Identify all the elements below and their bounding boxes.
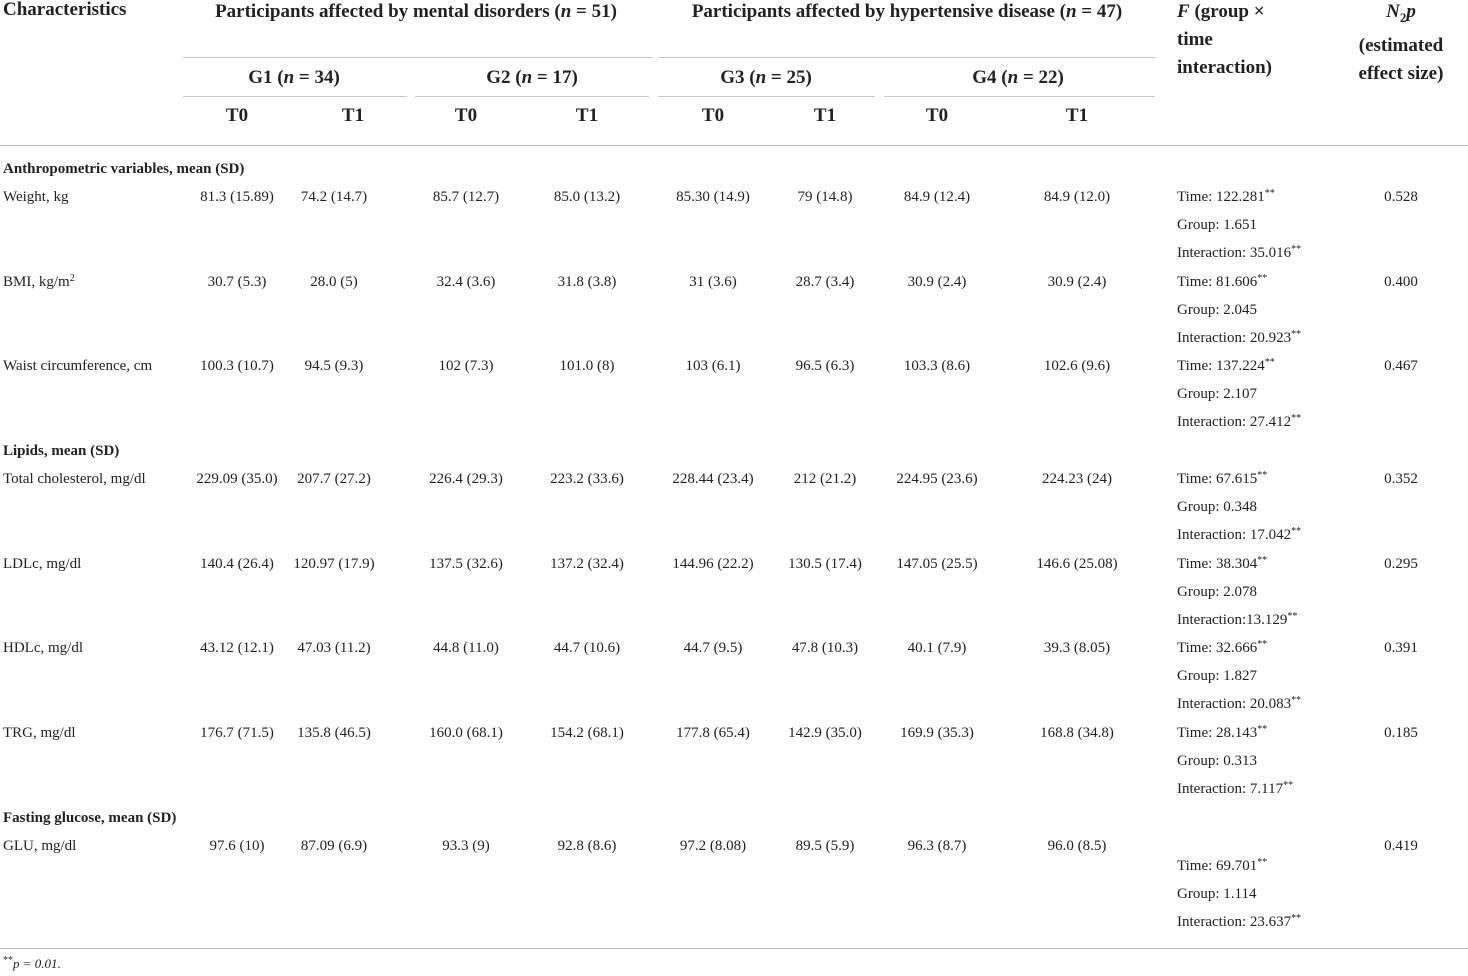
f-interaction-glu: Interaction: 23.637** bbox=[1177, 913, 1302, 930]
section-fasting-glucose: Fasting glucose, mean (SD) bbox=[3, 810, 177, 826]
header-f-statistic: F (group × time interaction) bbox=[1177, 1, 1272, 78]
cell-bmi-3: 32.4 (3.6) bbox=[436, 274, 496, 290]
significance-marker: ** bbox=[1257, 555, 1268, 566]
significance-marker: ** bbox=[1291, 526, 1302, 537]
f-interaction-ldlc: Interaction:13.129** bbox=[1177, 611, 1298, 628]
cell-waist-7: 103.3 (8.6) bbox=[903, 358, 971, 374]
significance-marker: ** bbox=[1291, 329, 1302, 340]
f-time-waist: Time: 137.224** bbox=[1177, 357, 1275, 374]
cell-glu-4: 92.8 (8.6) bbox=[557, 838, 617, 854]
cell-ldlc-5: 144.96 (22.2) bbox=[672, 556, 754, 572]
cell-total-cholesterol-6: 212 (21.2) bbox=[793, 471, 857, 487]
section-lipids: Lipids, mean (SD) bbox=[3, 443, 120, 459]
cell-total-cholesterol-1: 229.09 (35.0) bbox=[196, 471, 278, 487]
significance-marker: ** bbox=[1264, 188, 1275, 199]
cell-waist-1: 100.3 (10.7) bbox=[200, 358, 274, 374]
header-effect-size: $N_2p$ (estimated effect size) bbox=[1358, 1, 1444, 84]
section-anthropometric: Anthropometric variables, mean (SD) bbox=[3, 161, 245, 177]
cell-ldlc-6: 130.5 (17.4) bbox=[788, 556, 862, 572]
rule-g3 bbox=[658, 96, 875, 97]
significance-marker: ** bbox=[1257, 470, 1268, 481]
cell-hdlc-2: 47.03 (11.2) bbox=[297, 640, 371, 656]
significance-marker: ** bbox=[1257, 639, 1268, 650]
significance-marker: ** bbox=[1264, 357, 1275, 368]
cell-ldlc-4: 137.2 (32.4) bbox=[550, 556, 624, 572]
row-label-trg: TRG, mg/dl bbox=[3, 725, 76, 741]
f-time-weight: Time: 122.281** bbox=[1177, 188, 1275, 205]
cell-ldlc-3: 137.5 (32.6) bbox=[429, 556, 503, 572]
row-label-total-cholesterol: Total cholesterol, mg/dl bbox=[3, 471, 146, 487]
f-time-glu: Time: 69.701** bbox=[1177, 857, 1268, 874]
cell-trg-6: 142.9 (35.0) bbox=[788, 725, 862, 741]
cell-glu-5: 97.2 (8.08) bbox=[679, 838, 747, 854]
cell-ldlc-8: 146.6 (25.08) bbox=[1036, 556, 1118, 572]
f-group-glu: Group: 1.114 bbox=[1177, 886, 1257, 902]
group-header-g4: G4 (n = 22) bbox=[972, 67, 1064, 88]
f-group-ldlc: Group: 2.078 bbox=[1177, 584, 1257, 600]
cell-weight-2: 74.2 (14.7) bbox=[300, 189, 368, 205]
rule-g1 bbox=[183, 96, 407, 97]
footnote: **p = 0.01. bbox=[3, 955, 61, 971]
significance-marker: ** bbox=[1257, 273, 1268, 284]
f-group-bmi: Group: 2.045 bbox=[1177, 302, 1257, 318]
cell-waist-4: 101.0 (8) bbox=[559, 358, 615, 374]
time-header-g1-t1: T1 bbox=[341, 105, 365, 126]
row-label-ldlc: LDLc, mg/dl bbox=[3, 556, 82, 572]
significance-marker: ** bbox=[1291, 244, 1302, 255]
cell-bmi-4: 31.8 (3.8) bbox=[557, 274, 617, 290]
cell-total-cholesterol-2: 207.7 (27.2) bbox=[297, 471, 371, 487]
group-header-g3: G3 (n = 25) bbox=[720, 67, 812, 88]
significance-marker: ** bbox=[1257, 724, 1268, 735]
cell-trg-3: 160.0 (68.1) bbox=[429, 725, 503, 741]
cell-weight-6: 79 (14.8) bbox=[797, 189, 853, 205]
f-group-weight: Group: 1.651 bbox=[1177, 217, 1257, 233]
f-interaction-waist: Interaction: 27.412** bbox=[1177, 413, 1302, 430]
f-time-hdlc: Time: 32.666** bbox=[1177, 639, 1268, 656]
cell-bmi-6: 28.7 (3.4) bbox=[795, 274, 855, 290]
cell-glu-3: 93.3 (9) bbox=[442, 838, 490, 854]
effect-size-waist: 0.467 bbox=[1384, 358, 1418, 374]
effect-size-trg: 0.185 bbox=[1384, 725, 1418, 741]
cell-glu-2: 87.09 (6.9) bbox=[300, 838, 368, 854]
cell-glu-8: 96.0 (8.5) bbox=[1047, 838, 1107, 854]
f-time-bmi: Time: 81.606** bbox=[1177, 273, 1268, 290]
cell-waist-5: 103 (6.1) bbox=[685, 358, 741, 374]
cell-hdlc-1: 43.12 (12.1) bbox=[200, 640, 274, 656]
cell-weight-4: 85.0 (13.2) bbox=[553, 189, 621, 205]
significance-marker: ** bbox=[1291, 695, 1302, 706]
significance-marker: ** bbox=[1257, 857, 1268, 868]
cell-ldlc-2: 120.97 (17.9) bbox=[293, 556, 375, 572]
time-header-g4-t0: T0 bbox=[925, 105, 949, 126]
cell-glu-7: 96.3 (8.7) bbox=[907, 838, 967, 854]
effect-size-ldlc: 0.295 bbox=[1384, 556, 1418, 572]
effect-size-hdlc: 0.391 bbox=[1384, 640, 1418, 656]
cell-glu-1: 97.6 (10) bbox=[209, 838, 265, 854]
rule-g4 bbox=[884, 96, 1155, 97]
f-time-ldlc: Time: 38.304** bbox=[1177, 555, 1268, 572]
cell-bmi-8: 30.9 (2.4) bbox=[1047, 274, 1107, 290]
time-header-g2-t0: T0 bbox=[454, 105, 478, 126]
header-hypertensive-disease: Participants affected by hypertensive disease (n = 47) bbox=[691, 1, 1123, 22]
row-label-hdlc: HDLc, mg/dl bbox=[3, 640, 83, 656]
time-header-g3-t0: T0 bbox=[701, 105, 725, 126]
cell-weight-1: 81.3 (15.89) bbox=[200, 189, 274, 205]
cell-ldlc-1: 140.4 (26.4) bbox=[200, 556, 274, 572]
f-group-waist: Group: 2.107 bbox=[1177, 386, 1257, 402]
significance-marker: ** bbox=[1291, 413, 1302, 424]
significance-marker: ** bbox=[1287, 611, 1298, 622]
f-interaction-total-cholesterol: Interaction: 17.042** bbox=[1177, 526, 1302, 543]
cell-trg-5: 177.8 (65.4) bbox=[676, 725, 750, 741]
f-interaction-hdlc: Interaction: 20.083** bbox=[1177, 695, 1302, 712]
cell-total-cholesterol-5: 228.44 (23.4) bbox=[672, 471, 754, 487]
header-mental-disorders: Participants affected by mental disorders (n = 51) bbox=[215, 1, 617, 22]
f-interaction-weight: Interaction: 35.016** bbox=[1177, 244, 1302, 261]
cell-weight-5: 85.30 (14.9) bbox=[676, 189, 750, 205]
row-label-weight: Weight, kg bbox=[3, 189, 69, 205]
cell-waist-6: 96.5 (6.3) bbox=[795, 358, 855, 374]
rule-hyper-span bbox=[658, 57, 1155, 58]
table-bottom-rule bbox=[0, 948, 1468, 949]
cell-bmi-1: 30.7 (5.3) bbox=[207, 274, 267, 290]
cell-weight-8: 84.9 (12.0) bbox=[1043, 189, 1111, 205]
cell-trg-1: 176.7 (71.5) bbox=[200, 725, 274, 741]
cell-waist-3: 102 (7.3) bbox=[438, 358, 494, 374]
cell-total-cholesterol-8: 224.23 (24) bbox=[1042, 471, 1112, 487]
row-label-waist: Waist circumference, cm bbox=[3, 358, 153, 374]
cell-hdlc-8: 39.3 (8.05) bbox=[1043, 640, 1111, 656]
cell-total-cholesterol-3: 226.4 (29.3) bbox=[429, 471, 503, 487]
cell-waist-8: 102.6 (9.6) bbox=[1043, 358, 1111, 374]
cell-trg-2: 135.8 (46.5) bbox=[297, 725, 371, 741]
f-group-total-cholesterol: Group: 0.348 bbox=[1177, 499, 1257, 515]
f-group-trg: Group: 0.313 bbox=[1177, 753, 1257, 769]
header-bottom-rule bbox=[0, 145, 1468, 146]
rule-mental-span bbox=[183, 57, 653, 58]
f-interaction-bmi: Interaction: 20.923** bbox=[1177, 329, 1302, 346]
cell-hdlc-5: 44.7 (9.5) bbox=[683, 640, 743, 656]
cell-bmi-7: 30.9 (2.4) bbox=[907, 274, 967, 290]
cell-trg-7: 169.9 (35.3) bbox=[900, 725, 974, 741]
cell-weight-7: 84.9 (12.4) bbox=[903, 189, 971, 205]
cell-trg-4: 154.2 (68.1) bbox=[550, 725, 624, 741]
group-header-g2: G2 (n = 17) bbox=[486, 67, 578, 88]
cell-hdlc-7: 40.1 (7.9) bbox=[907, 640, 967, 656]
cell-total-cholesterol-4: 223.2 (33.6) bbox=[550, 471, 624, 487]
cell-hdlc-6: 47.8 (10.3) bbox=[791, 640, 859, 656]
f-time-total-cholesterol: Time: 67.615** bbox=[1177, 470, 1268, 487]
cell-hdlc-4: 44.7 (10.6) bbox=[553, 640, 621, 656]
cell-trg-8: 168.8 (34.8) bbox=[1040, 725, 1114, 741]
cell-bmi-2: 28.0 (5) bbox=[310, 274, 358, 290]
effect-size-glu: 0.419 bbox=[1384, 838, 1418, 854]
header-characteristics: Characteristics bbox=[3, 0, 127, 20]
significance-marker: ** bbox=[1291, 913, 1302, 924]
time-header-g1-t0: T0 bbox=[225, 105, 249, 126]
significance-marker: ** bbox=[1283, 780, 1294, 791]
cell-ldlc-7: 147.05 (25.5) bbox=[896, 556, 978, 572]
time-header-g3-t1: T1 bbox=[813, 105, 837, 126]
cell-glu-6: 89.5 (5.9) bbox=[795, 838, 855, 854]
time-header-g2-t1: T1 bbox=[575, 105, 599, 126]
cell-weight-3: 85.7 (12.7) bbox=[432, 189, 500, 205]
cell-hdlc-3: 44.8 (11.0) bbox=[433, 640, 499, 656]
effect-size-bmi: 0.400 bbox=[1384, 274, 1418, 290]
cell-waist-2: 94.5 (9.3) bbox=[304, 358, 364, 374]
f-group-hdlc: Group: 1.827 bbox=[1177, 668, 1257, 684]
group-header-g1: G1 (n = 34) bbox=[248, 67, 340, 88]
effect-size-total-cholesterol: 0.352 bbox=[1384, 471, 1418, 487]
cell-bmi-5: 31 (3.6) bbox=[689, 274, 737, 290]
f-time-trg: Time: 28.143** bbox=[1177, 724, 1268, 741]
row-label-glu: GLU, mg/dl bbox=[3, 838, 77, 854]
cell-total-cholesterol-7: 224.95 (23.6) bbox=[896, 471, 978, 487]
f-interaction-trg: Interaction: 7.117** bbox=[1177, 780, 1294, 797]
time-header-g4-t1: T1 bbox=[1065, 105, 1089, 126]
effect-size-weight: 0.528 bbox=[1384, 189, 1418, 205]
row-label-bmi: BMI, $kg/m^2$ bbox=[3, 273, 75, 290]
rule-g2 bbox=[415, 96, 649, 97]
